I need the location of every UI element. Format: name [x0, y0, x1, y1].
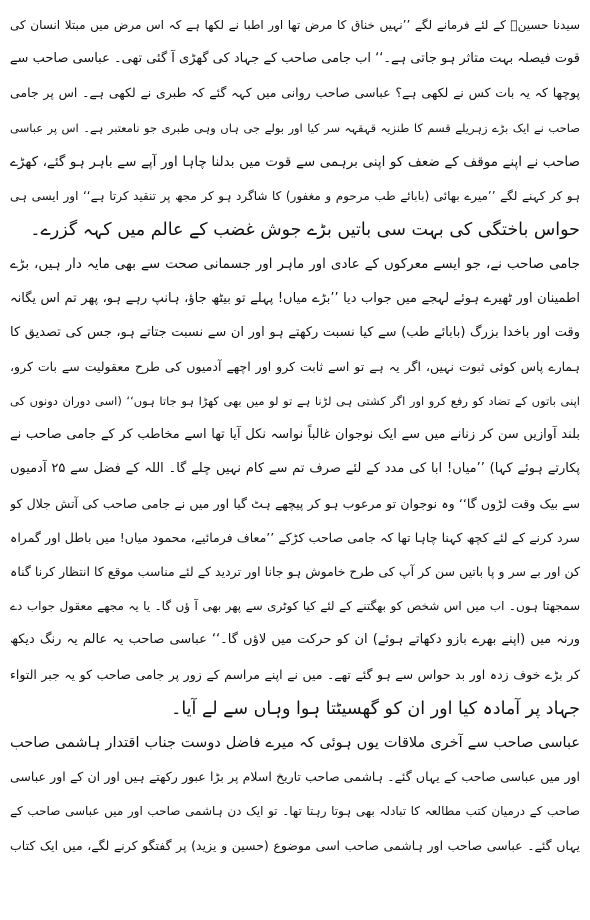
text-line: پوچھا کہ یہ بات کس نے لکھی ہے؟ عباسی صاحب روانی میں کہہ گئے کہ طبری نے لکھی ہے۔ اس پر جامی: [10, 85, 580, 101]
text-line: قوت فیصلہ بہت متاثر ہو جاتی ہے۔‘‘ اب جامی صاحب کے جہاد کی گھڑی آ گئی تھی۔ عباسی صاحب سے: [10, 51, 580, 67]
text-line: اپنی باتوں کے تضاد کو رفع کرو اور اگر کشتی ہی لڑنا ہے تو لو میں بھی کھڑا ہو جاتا ہوں‘‘ (اسی دوران دونوں کی: [10, 394, 580, 409]
text-line: ہمارے پاس کوئی ثبوت نہیں، اگر یہ ہے تو اسے ثابت کرو اور اچھے آدمیوں کی طرح معقولیت سے بات کرو،: [10, 358, 580, 374]
text-line: عباسی صاحب سے آخری ملاقات یوں ہوئی کہ میرے فاضل دوست جناب اقتدار ہاشمی صاحب: [10, 734, 580, 751]
text-line: کر بڑے خوف زدہ اور بد حواس سے ہو گئے تھے۔ میں نے اپنے مراسم کے زور پر جامی صاحب کو یہ جبر التواء: [10, 666, 580, 682]
text-line: اور میں عباسی صاحب کے یہاں گئے۔ ہاشمی صاحب تاریخ اسلام پر بڑا عبور رکھتے ہیں اور ان کے اور عباسی: [10, 769, 580, 785]
paragraph-1: [10, 8, 580, 247]
text-line: ہو کر کہنے لگے ’’میرے بھائی (بابائے طب مرحوم و مغفور) کا شاگرد ہو کر مجھ پر تنقید کرتا ہے‘‘ اور ایسی ہی: [10, 188, 580, 203]
text-line: کن اور بے سر و پا باتیں سن کر آپ کی طرح خاموش ہو جانا اور تردید کے لئے مناسب موقع کا انتظار کرنا گناہ: [10, 564, 580, 579]
text-line: صاحب کے درمیان کتب مطالعہ کا تبادلہ بھی ہوتا رہتا تھا۔ تو ایک دن ہاشمی صاحب اور میں عباسی صاحب کے: [10, 804, 580, 819]
text-line: سے بیک وقت لڑوں گا‘‘ وہ نوجوان تو مرعوب ہو کر پیچھے ہٹ گیا اور میں نے جامی صاحب کی آتش جلال کو: [10, 495, 580, 511]
text-line: صاحب نے ایک بڑے زہریلے قسم کا طنزیہ قہقہہ سر کیا اور بولے جی ہاں وہی طبری جو نامعتبر ہے۔ اس پر عباسی: [10, 120, 580, 135]
text-line: سمجھتا ہوں۔ اب میں اس شخص کو بھگتنے کے لئے کیا کوٹری سے پھر بھی آ ؤں گا۔ یا یہ مجھے معقول جواب دے: [10, 599, 580, 614]
text-line: صاحب نے اپنے موقف کے ضعف کو اپنی برہمی سے قوت میں بدلنا چاہا اور آپے سے باہر ہو گئے، کھڑے: [10, 153, 580, 170]
text-line: اطمینان اور ٹھیرے ہوئے لہجے میں جواب دیا ’’بڑے میاں! پہلے تو بیٹھ جاؤ، ہانپ رہے ہو، پھر تم اس یگانہ: [10, 290, 580, 306]
text-line: یہاں گئے۔ عباسی صاحب اور ہاشمی صاحب اسی موضوع (حسین و یزید) پر گفتگو کرنے لگے، میں ایک کتاب: [10, 837, 580, 853]
text-line: بلند آوازیں سن کر زنانے میں سے ایک نوجوان غالباً نواسہ نکل آیا تھا اسے مخاطب کر کے جامی صاحب نے: [10, 427, 580, 443]
text-line: جامی صاحب نے، جو ایسے معرکوں کے عادی اور ماہر اور جسمانی صحت سے بھی مایہ دار ہیں، بڑے: [10, 256, 580, 273]
text-line: پکارتے ہوئے کہا) ’’میاں! ابا کی مدد کے لئے صرف تم سے کام نہیں چلے گا۔ اللہ کے فضل سے ۲۵ آدمیوں: [10, 461, 580, 477]
text-line: سرد کرنے کے لئے کچھ کہنا چاہا تھا کہ جامی صاحب کڑکے ’’معاف فرمائیے، محمود میاں! میں باطل اور گمراہ: [10, 529, 580, 545]
text-line: حواس باختگی کی بہت سی باتیں بڑے جوش غضب کے عالم میں کہہ گزرے۔: [30, 220, 580, 241]
text-line: سیدنا حسینؓ کے لئے فرمانے لگے ’’نہیں خناق کا مرض تھا اور اطبا نے لکھا ہے کہ اس مرض میں مبتلا انسان کی: [10, 18, 580, 32]
text-line: جہاد پر آمادہ کیا اور ان کو گھسیٹتا ہوا وہاں سے لے آیا۔: [171, 698, 580, 719]
text-line: وقت اور باخدا بزرگ (بابائے طب) سے کیا نسبت رکھتے ہو اور ان سے نسبت جتاتے ہو، جس کی تصدیق کا: [10, 324, 580, 340]
paragraph-2: [10, 247, 580, 726]
paragraph-3: [10, 726, 580, 863]
text-line: ورنہ میں (اپنے بھرے بازو دکھاتے ہوئے) ان کو حرکت میں لاؤں گا۔‘‘ عباسی صاحب یہ عالم یہ رنگ دیکھ: [10, 632, 580, 648]
